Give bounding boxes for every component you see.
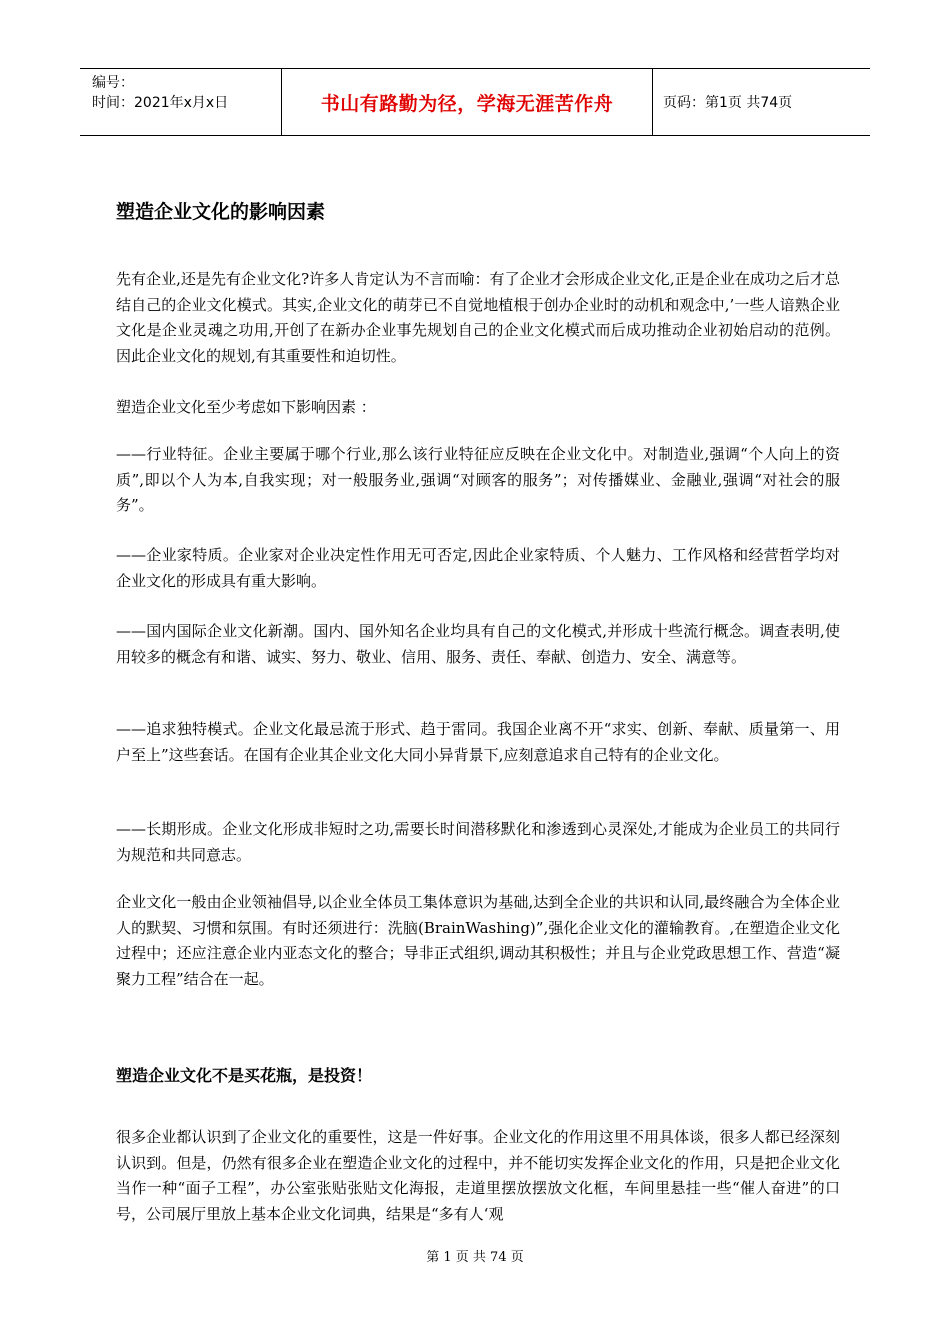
document-number-label: 编号： (92, 75, 134, 91)
section-title: 塑造企业文化不是买花瓶，是投资！ (116, 1066, 373, 1085)
paragraph: ——国内国际企业文化新潮。国内、国外知名企业均具有自己的文化模式,并形成十些流行概念。调查表明,使用较多的概念有和谐、诚实、努力、敬业、信用、服务、责任、奉献、创造力、安全、满意等。 (116, 622, 840, 666)
header-motto: 书山有路勤为径，学海无涯苦作舟 (320, 92, 614, 115)
paragraph: ——长期形成。企业文化形成非短时之功,需要长时间潜移默化和渗透到心灵深处,才能成为企业员工的共同行为规范和共同意志。 (116, 820, 840, 864)
header-page-cell (653, 69, 870, 135)
paragraph: 很多企业都认识到了企业文化的重要性，这是一件好事。企业文化的作用这里不用具体谈，很多人都已经深刻认识到。但是，仍然有很多企业在塑造企业文化的过程中，并不能切实发挥企业文化的作用，只是把企业文化当作一种“面子工程”，办公室张贴张贴文化海报，走道里摆放摆放文化框，车间里悬挂一些“催人奋进”的口号，公司展厅里放上基本企业文化词典，结果是“多有人‘观 (116, 1128, 840, 1223)
header-motto-cell (281, 69, 653, 135)
header-page-info: 页码：第1页 共74页 (663, 95, 793, 111)
section-title: 塑造企业文化的影响因素 (116, 201, 326, 223)
paragraph: 企业文化一般由企业领袖倡导,以企业全体员工集体意识为基础,达到全企业的共识和认同,最终融合为全体企业人的默契、习惯和氛围。有时还须进行：洗脑(BrainWashing)”,强化企业文化的灌输教育。,在塑造企业文化过程中；还应注意企业内亚态文化的整合；导非正式组织,调动其积极性；并且与企业党政思想工作、营造“凝聚力工程”结合在一起。 (116, 893, 840, 988)
paragraph: 先有企业,还是先有企业文化?许多人肯定认为不言而喻：有了企业才会形成企业文化,正是企业在成功之后才总结自己的企业文化模式。其实,企业文化的萌芽已不自觉地植根于创办企业时的动机和观念中,’一些人谙熟企业文化是企业灵魂之功用,开创了在新办企业事先规划自己的企业文化模式而后成功推动企业初始启动的范例。因此企业文化的规划,有其重要性和迫切性。 (116, 270, 840, 365)
page-footer: 第 1 页 共 74 页 (426, 1250, 524, 1265)
paragraph: ——企业家特质。企业家对企业决定性作用无可否定,因此企业家特质、个人魅力、工作风格和经营哲学均对企业文化的形成具有重大影响。 (116, 546, 840, 590)
paragraph: ——追求独特模式。企业文化最忌流于形式、趋于雷同。我国企业离不开“求实、创新、奉献、质量第一、用户至上”这些套话。在国有企业其企业文化大同小异背景下,应刻意追求自己特有的企业文化。 (116, 720, 840, 764)
header-meta-cell (80, 69, 281, 135)
document-header (80, 68, 870, 136)
paragraph: ——行业特征。企业主要属于哪个行业,那么该行业特征应反映在企业文化中。对制造业,强调“个人向上的资质”,即以个人为本,自我实现；对一般服务业,强调“对顾客的服务”；对传播媒业、金融业,强调“对社会的服务”。 (116, 445, 840, 514)
document-date-label: 时间：2021年x月x日 (92, 95, 229, 111)
paragraph: 塑造企业文化至少考虑如下影响因素 ： (116, 398, 376, 416)
